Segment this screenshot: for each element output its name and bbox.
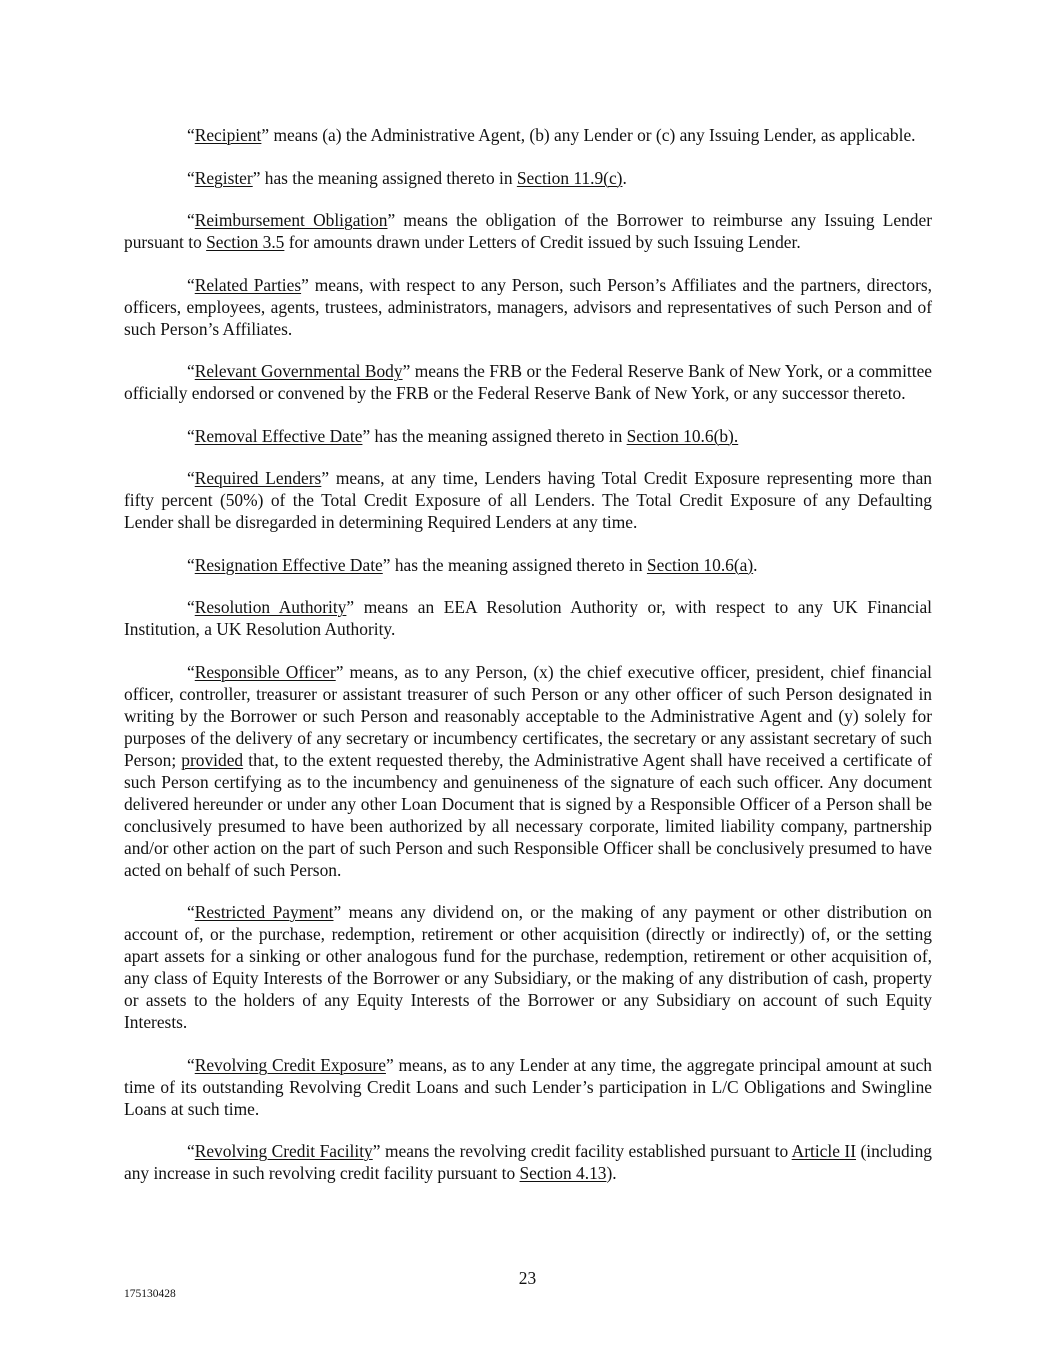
definitions-list — [124, 124, 932, 1205]
page-number: 23 — [518, 1268, 537, 1288]
definition-resolution-authority: “Resolution Authority” means an EEA Resolution Authority or, with respect to any UK Financial Institution, a UK Resolution Authority. — [124, 597, 932, 639]
defined-term: Resolution Authority — [194, 597, 347, 617]
proviso-term: provided — [181, 749, 244, 770]
defined-term: Responsible Officer — [194, 661, 336, 682]
definition-related-parties: “Related Parties” means, with respect to any Person, such Person’s Affiliates and the partners, directors, officers, employees, agents, trustees, administrators, managers, advisors and representatives of such Person and of such Person’s Affiliates. — [124, 274, 932, 339]
definition-recipient: “Recipient” means (a) the Administrative Agent, (b) any Lender or (c) any Issuing Lender, as applicable. — [187, 125, 916, 145]
section-reference: Section 10.6(a) — [646, 554, 754, 575]
definition-removal-effective-date: “Removal Effective Date” has the meaning assigned thereto in Section 10.6(b). — [187, 425, 739, 446]
definition-relevant-governmental-body: “Relevant Governmental Body” means the FRB or the Federal Reserve Bank of New York, or a committee officially endorsed or convened by the FRB or the Federal Reserve Bank of New York, or any successor thereto. — [124, 361, 933, 403]
section-reference: Section 3.5 — [206, 232, 285, 252]
defined-term: Removal Effective Date — [194, 425, 363, 446]
definition-reimbursement-obligation: “Reimbursement Obligation” means the obligation of the Borrower to reimburse any Issuing Lender pursuant to Section 3.5 for amounts drawn under Letters of Credit issued by such Issuing Lender. — [124, 210, 932, 252]
definition-revolving-credit-exposure: “Revolving Credit Exposure” means, as to any Lender at any time, the aggregate principal amount at such time of its outstanding Revolving Credit Loans and such Lender’s participation in L/C Obligations and Swingline Loans at such time. — [124, 1054, 933, 1119]
definition-required-lenders: “Required Lenders” means, at any time, Lenders having Total Credit Exposure representing more than fifty percent (50%) of the Total Credit Exposure of all Lenders. The Total Credit Exposure of any Defaulting Lender shall be disregarded in determining Required Lenders at any time. — [124, 468, 932, 532]
defined-term: Reimbursement Obligation — [194, 210, 388, 230]
definition-restricted-payment: “Restricted Payment” means any dividend on, or the making of any payment or other distribution on account of, or the purchase, redemption, retirement or other acquisition (directly or indirectly) of, or the setting apart assets for a sinking or other analogous fund for the purchase, redemption, retirement or other acquisition of, any class of Equity Interests of the Borrower or any Subsidiary, or the making of any distribution of cash, property or assets to the holders of any Equity Interests of the Borrower or any Subsidiary on account of such Equity Interests. — [124, 902, 932, 1032]
defined-term: Restricted Payment — [194, 902, 334, 922]
definition-register: “Register” has the meaning assigned thereto in Section 11.9(c). — [187, 167, 627, 188]
definition-revolving-credit-facility: “Revolving Credit Facility” means the revolving credit facility established pursuant to Article II (including any increase in such revolving credit facility pursuant to Section 4.13). — [124, 1141, 932, 1183]
defined-term: Related Parties — [194, 274, 302, 295]
defined-term: Required Lenders — [194, 468, 322, 488]
defined-term: Revolving Credit Exposure — [194, 1054, 386, 1075]
definition-resignation-effective-date: “Resignation Effective Date” has the meaning assigned thereto in Section 10.6(a). — [187, 554, 758, 575]
article-reference: Article II — [791, 1141, 857, 1161]
definition-responsible-officer: “Responsible Officer” means, as to any Person, (x) the chief executive officer, president, chief financial officer, controller, treasurer or assistant treasurer of such Person or any other officer of such Person designated in writing by the Borrower or such Person and reasonably acceptable to the Administrative Agent and (y) solely for purposes of the delivery of any secretary or incumbency certificates, the secretary or any assistant secretary of such Person; provided that, to the extent requested thereby, the Administrative Agent shall have received a certificate of such Person certifying as to the incumbency and genuineness of the signature of each such officer. Any document delivered hereunder or under any other Loan Document that is signed by a Responsible Officer of a Person shall be conclusively presumed to have been authorized by all necessary corporate, limited liability company, partnership and/or other action on the part of such Person and such Responsible Officer shall be conclusively presumed to have acted on behalf of such Person. — [124, 661, 932, 880]
defined-term: Resignation Effective Date — [194, 554, 383, 575]
defined-term: Revolving Credit Facility — [194, 1141, 373, 1161]
section-reference: Section 4.13 — [519, 1163, 607, 1183]
defined-term: Recipient — [194, 125, 262, 145]
defined-term: Register — [194, 167, 253, 188]
defined-term: Relevant Governmental Body — [194, 361, 403, 381]
section-reference: Section 10.6(b). — [626, 425, 739, 446]
section-reference: Section 11.9(c) — [516, 167, 623, 188]
document-id: 175130428 — [124, 1288, 176, 1300]
